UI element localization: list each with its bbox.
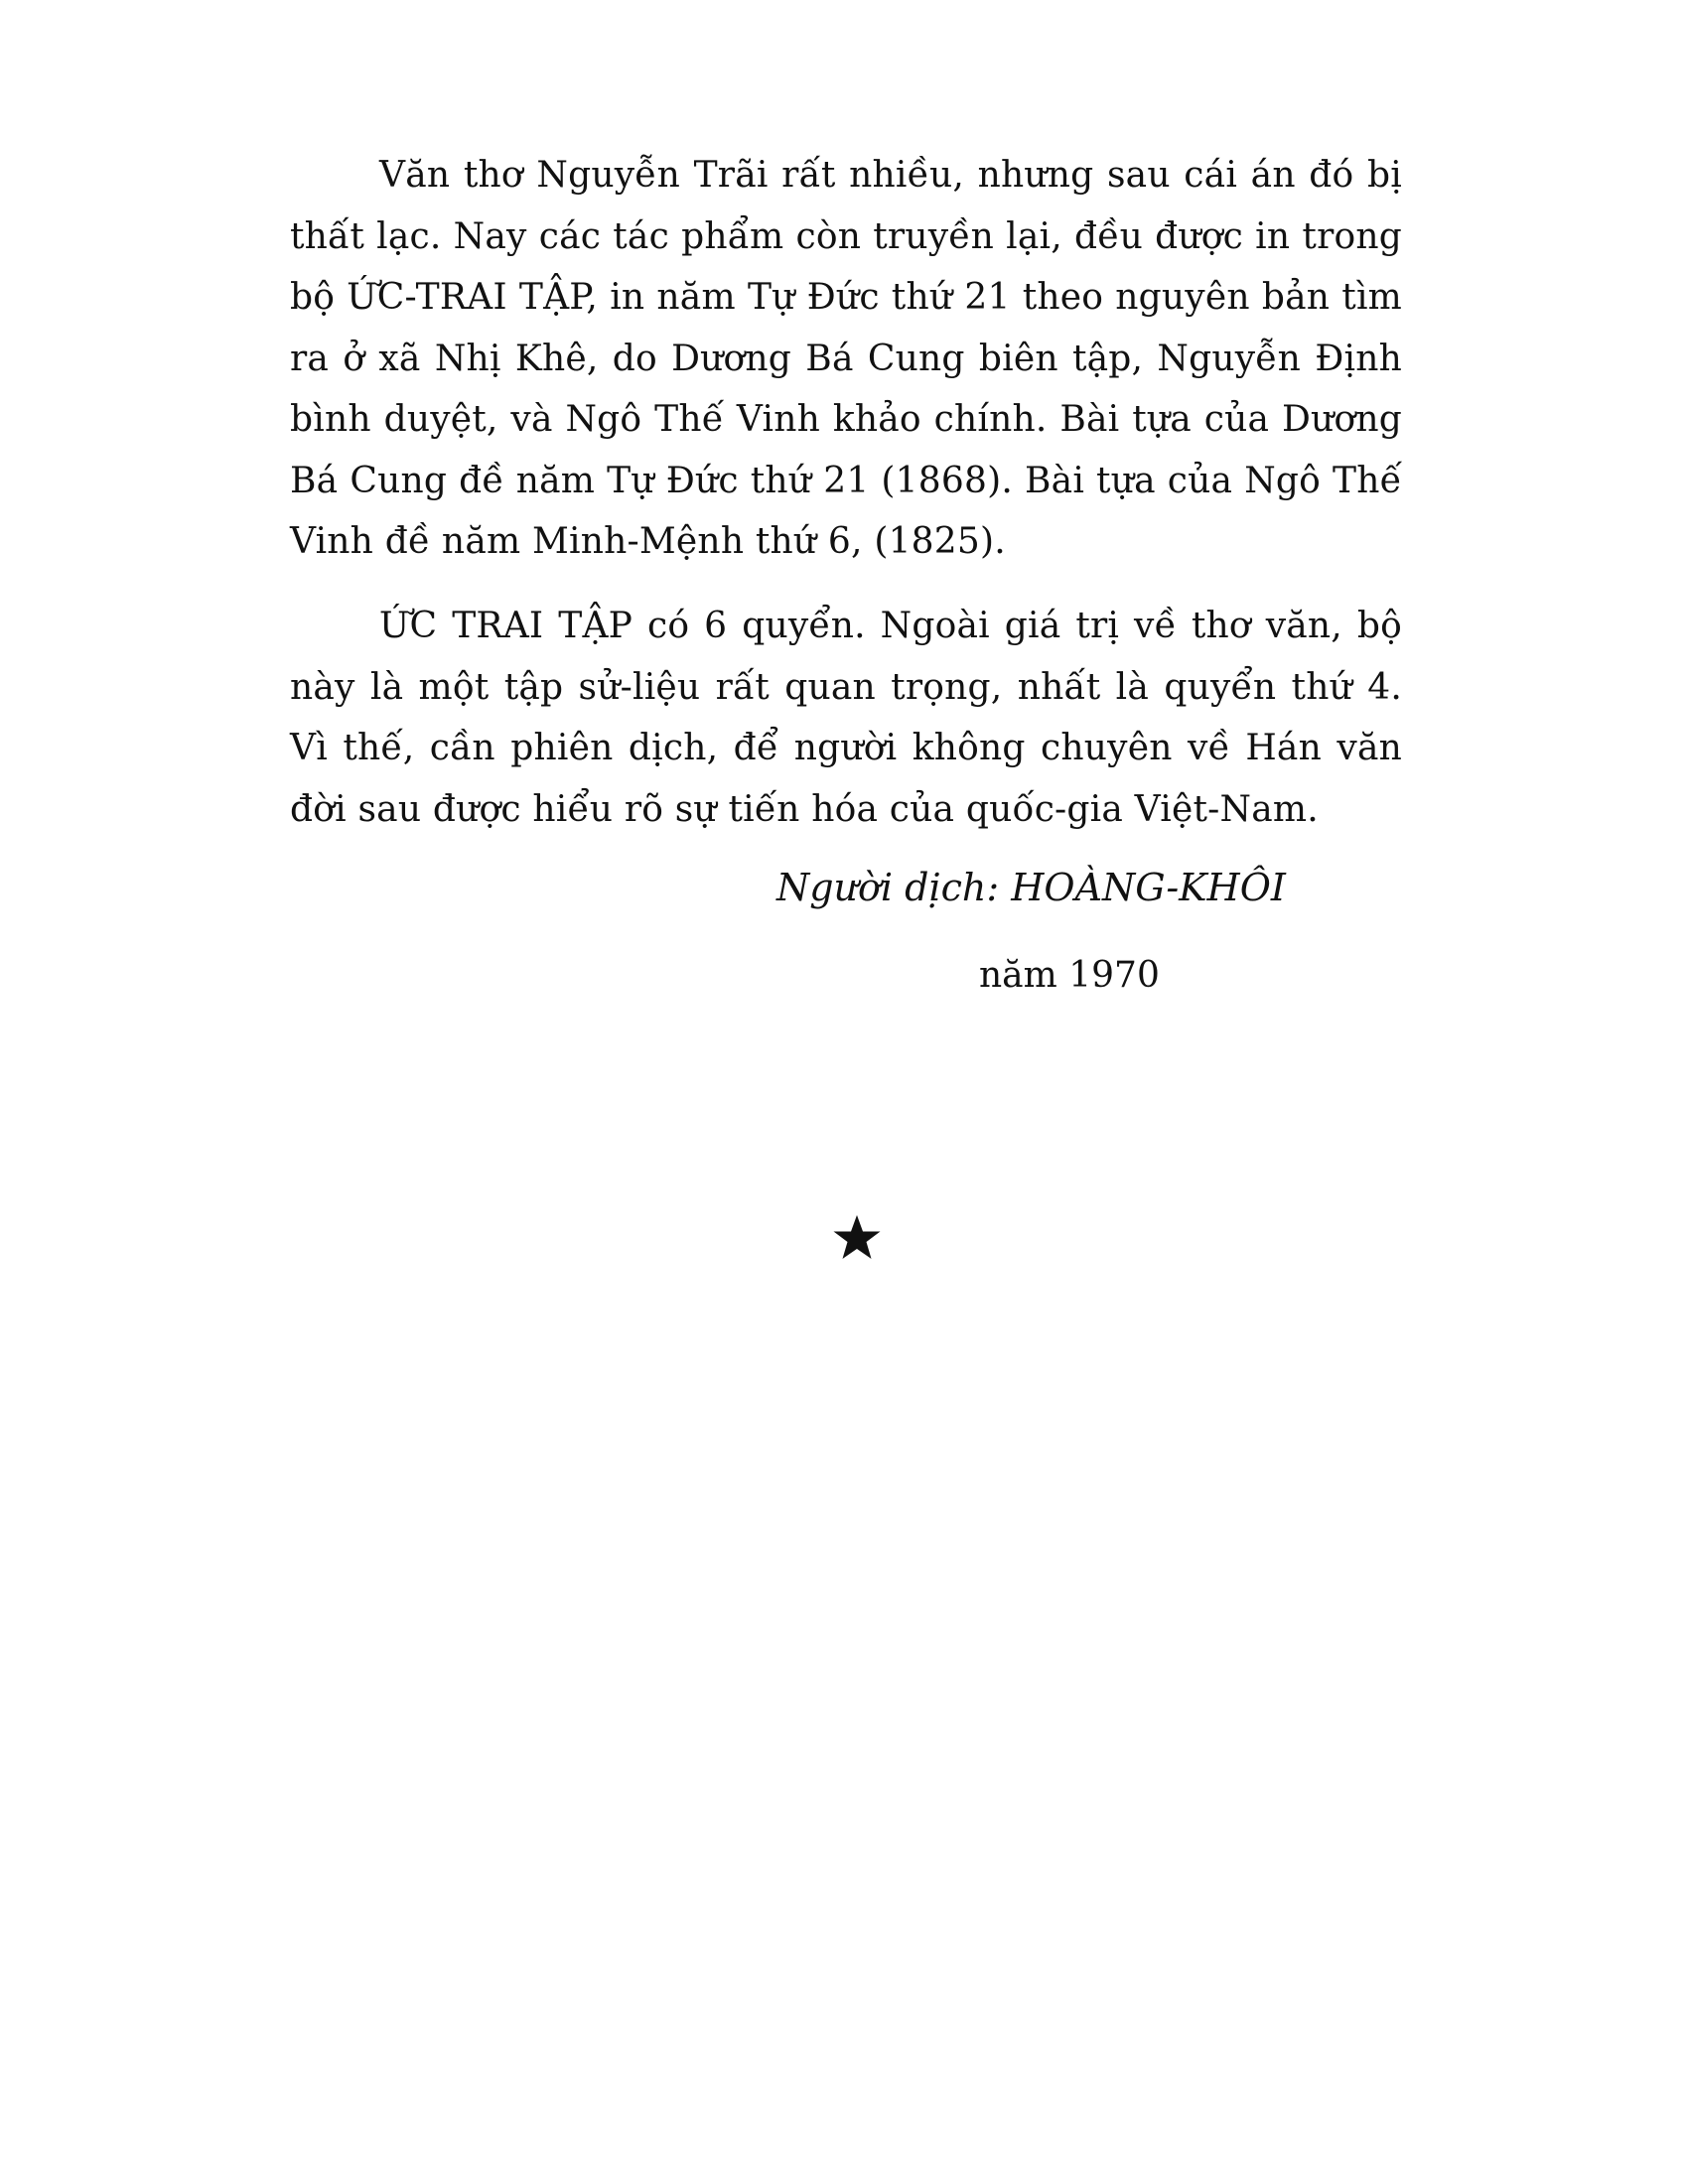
translator-credit: Người dịch: HOÀNG-KHÔI [776,866,1286,909]
paragraph-uc-trai-tap: ỨC TRAI TẬP có 6 quyển. Ngoài giá trị về thơ văn, bộ này là một tập sử-liệu rất quan trọng, nhất là quyển thứ 4. Vì thế, cần phiên dịch, để người không chuyên về Hán văn đời sau được hiểu rõ sự tiến hóa của quốc-gia Việt-Nam. [290,606,1402,830]
translation-year: năm 1970 [979,955,1160,996]
star-icon [832,1213,882,1263]
paragraph-nguyen-trai-works: Văn thơ Nguyễn Trãi rất nhiều, nhưng sau cái án đó bị thất lạc. Nay các tác phẩm còn truyền lại, đều được in trong bộ ỨC-TRAI TẬP, in năm Tự Đức thứ 21 theo nguyên bản tìm ra ở xã Nhị Khê, do Dương Bá Cung biên tập, Nguyễn Định bình duyệt, và Ngô Thế Vinh khảo chính. Bài tựa của Dương Bá Cung đề năm Tự Đức thứ 21 (1868). Bài tựa của Ngô Thế Vinh đề năm Minh-Mệnh thứ 6, (1825). [290,155,1402,562]
